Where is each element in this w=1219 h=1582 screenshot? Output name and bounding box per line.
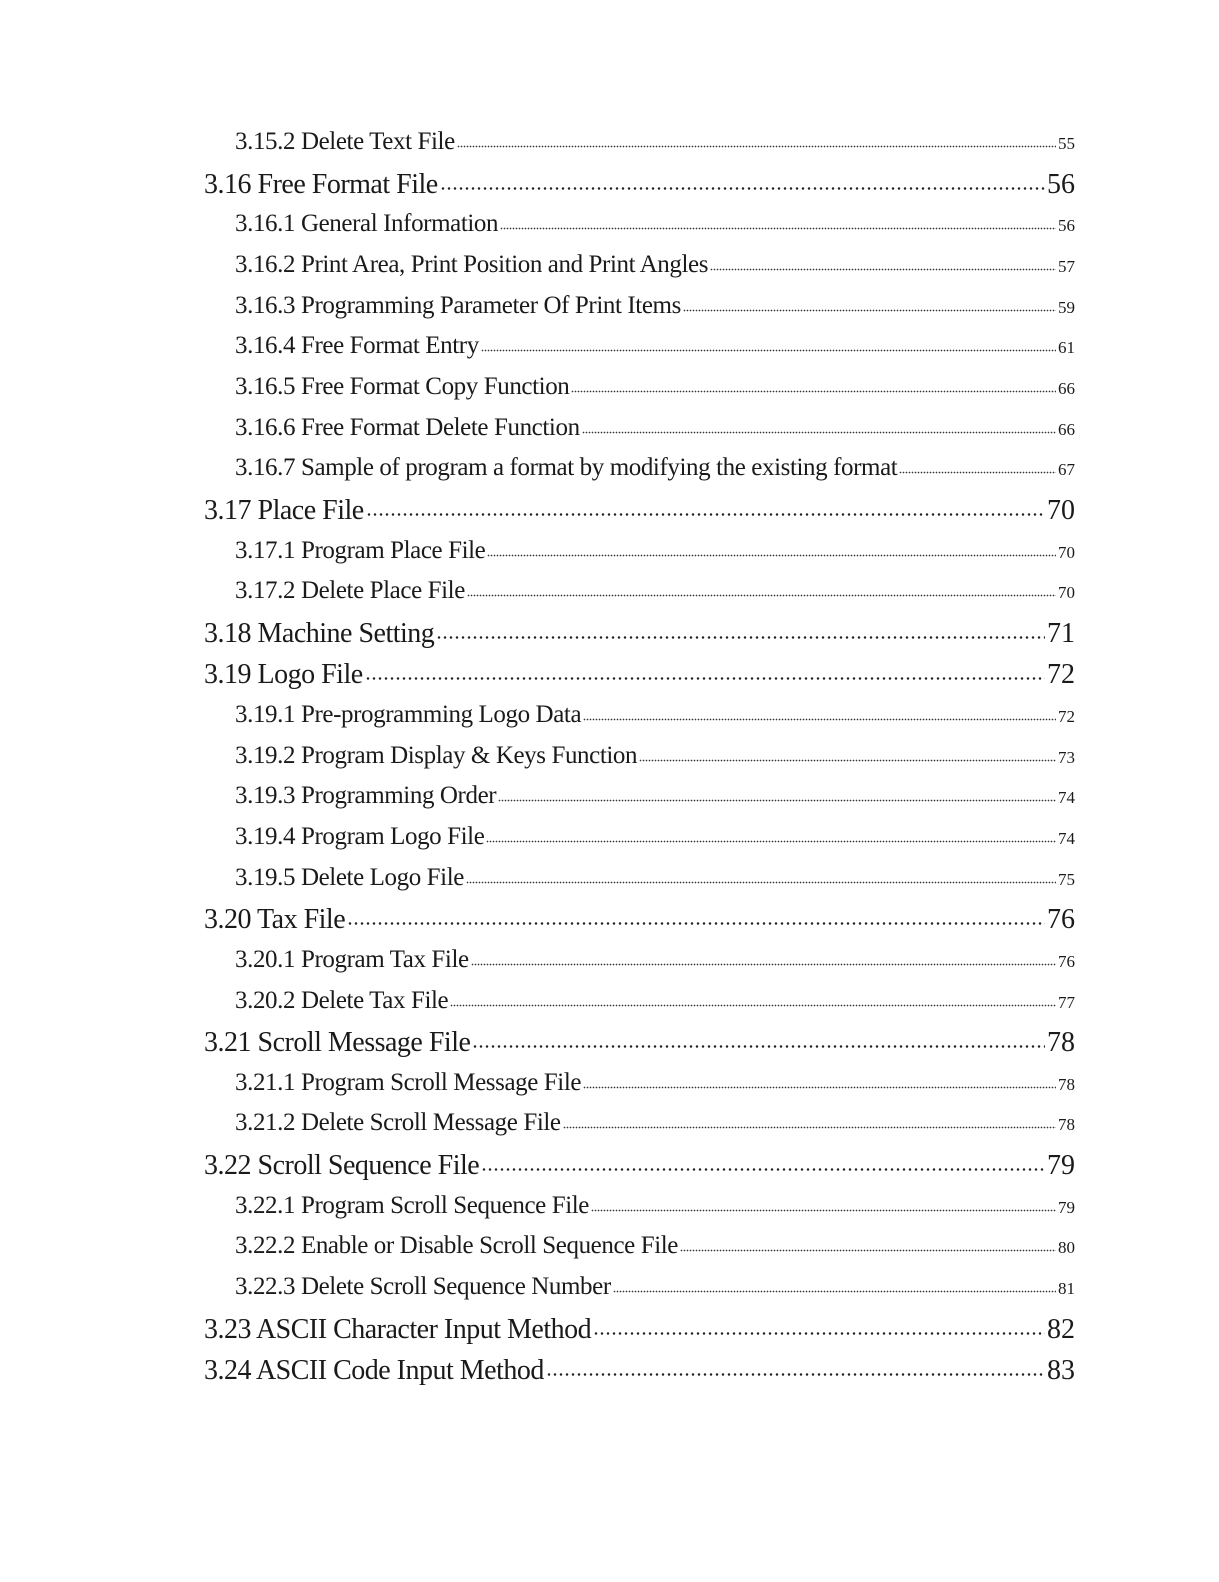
toc-entry-page: 81 (1058, 1278, 1075, 1298)
toc-entry-title: 3.22.3 Delete Scroll Sequence Number (235, 1272, 611, 1300)
toc-entry-title: 3.23 ASCII Character Input Method (204, 1313, 592, 1345)
toc-entry-page: 74 (1058, 788, 1075, 808)
toc-entry-title: 3.24 ASCII Code Input Method (204, 1355, 544, 1387)
toc-entry[interactable] (204, 1109, 1075, 1150)
dot-leader (366, 512, 1045, 517)
dot-leader (593, 1331, 1045, 1336)
dot-leader (899, 470, 1056, 474)
dot-leader (440, 186, 1045, 191)
toc-entry[interactable] (204, 864, 1075, 905)
toc-entry-page: 61 (1058, 338, 1075, 358)
toc-entry[interactable] (204, 1314, 1075, 1356)
toc-entry-title: 3.16.7 Sample of program a format by modifying the existing format (235, 454, 898, 482)
toc-entry[interactable] (204, 946, 1075, 987)
toc-entry[interactable] (204, 659, 1075, 701)
toc-entry-title: 3.19 Logo File (204, 659, 363, 691)
dot-leader (613, 1289, 1056, 1293)
toc-entry[interactable] (204, 1069, 1075, 1110)
dot-leader (481, 348, 1056, 352)
toc-entry-title: 3.16.4 Free Format Entry (235, 332, 479, 360)
toc-entry-page: 76 (1058, 951, 1075, 971)
dot-leader (583, 717, 1056, 721)
toc-entry-page: 66 (1058, 419, 1075, 439)
toc-entry-page: 80 (1058, 1238, 1075, 1258)
toc-entry-page: 56 (1058, 216, 1075, 236)
toc-entry-title: 3.19.3 Programming Order (235, 782, 497, 810)
toc-entry-page: 77 (1058, 992, 1075, 1012)
toc-entry-page: 78 (1058, 1115, 1075, 1135)
dot-leader (563, 1125, 1056, 1129)
toc-entry[interactable] (204, 618, 1075, 660)
toc-entry-page: 72 (1047, 659, 1075, 691)
toc-entry[interactable] (204, 1192, 1075, 1233)
toc-entry[interactable] (204, 128, 1075, 169)
toc-entry-title: 3.20.1 Program Tax File (235, 945, 469, 973)
toc-entry-page: 66 (1058, 378, 1075, 398)
dot-leader (571, 389, 1056, 393)
toc-entry-page: 71 (1047, 617, 1075, 649)
toc-entry-title: 3.17 Place File (204, 495, 364, 526)
toc-entry-page: 59 (1058, 297, 1075, 317)
toc-entry[interactable] (204, 414, 1075, 455)
dot-leader (500, 226, 1056, 230)
dot-leader (450, 1003, 1056, 1007)
toc-entry[interactable] (204, 701, 1075, 742)
toc-entry-page: 67 (1058, 460, 1075, 480)
toc-entry-title: 3.19.2 Program Display & Keys Function (235, 741, 638, 769)
dot-leader (710, 267, 1056, 271)
toc-entry[interactable] (204, 537, 1075, 578)
toc-entry-title: 3.21 Scroll Message File (204, 1027, 471, 1059)
toc-entry[interactable] (204, 742, 1075, 783)
toc-entry-title: 3.16.1 General Information (235, 210, 499, 238)
dot-leader (582, 430, 1056, 434)
toc-entry-page: 79 (1058, 1197, 1075, 1217)
toc-entry-title: 3.19.5 Delete Logo File (235, 863, 464, 891)
toc-entry-page: 70 (1058, 542, 1075, 562)
toc-entry-title: 3.18 Machine Setting (204, 617, 435, 649)
toc-entry-title: 3.16.3 Programming Parameter Of Print Items (235, 291, 681, 319)
dot-leader (347, 921, 1045, 926)
toc-entry[interactable] (204, 782, 1075, 823)
toc-entry-page: 57 (1058, 256, 1075, 276)
toc-entry[interactable] (204, 169, 1075, 211)
dot-leader (436, 635, 1045, 640)
toc-entry[interactable] (204, 1232, 1075, 1273)
toc-entry-title: 3.20.2 Delete Tax File (235, 986, 449, 1014)
toc-entry-title: 3.15.2 Delete Text File (235, 128, 455, 155)
toc-entry-title: 3.16.2 Print Area, Print Position and Print Angles (235, 250, 709, 278)
dot-leader (457, 144, 1056, 148)
dot-leader (481, 1167, 1045, 1172)
dot-leader (683, 308, 1056, 312)
toc-entry-title: 3.17.1 Program Place File (235, 536, 486, 564)
toc-entry-title: 3.17.2 Delete Place File (235, 577, 465, 605)
toc-entry-title: 3.19.4 Program Logo File (235, 822, 485, 850)
dot-leader (546, 1372, 1045, 1377)
dot-leader (487, 553, 1056, 557)
toc-entry-page: 76 (1047, 904, 1075, 936)
toc-entry[interactable] (204, 332, 1075, 373)
toc-entry-title: 3.19.1 Pre-programming Logo Data (235, 700, 582, 728)
dot-leader (365, 676, 1045, 681)
toc-entry-page: 70 (1058, 583, 1075, 603)
dot-leader (466, 880, 1056, 884)
toc-entry-page: 82 (1047, 1313, 1075, 1345)
toc-entry[interactable] (204, 454, 1075, 495)
toc-entry[interactable] (204, 1027, 1075, 1069)
toc-entry-page: 79 (1047, 1150, 1075, 1182)
toc-entry[interactable] (204, 1355, 1075, 1397)
toc-entry-title: 3.16.6 Free Format Delete Function (235, 413, 580, 441)
toc-entry[interactable] (204, 373, 1075, 414)
toc-entry-title: 3.22 Scroll Sequence File (204, 1150, 480, 1182)
toc-entry-title: 3.21.1 Program Scroll Message File (235, 1068, 582, 1096)
toc-entry-page: 56 (1047, 168, 1075, 200)
toc-entry[interactable] (204, 210, 1075, 251)
toc-entry[interactable] (204, 1150, 1075, 1192)
toc-entry-title: 3.20 Tax File (204, 904, 346, 936)
table-of-contents (204, 128, 1075, 1397)
toc-entry[interactable] (204, 292, 1075, 333)
toc-entry[interactable] (204, 251, 1075, 292)
dot-leader (498, 798, 1056, 802)
toc-entry[interactable] (204, 823, 1075, 864)
dot-leader (467, 593, 1056, 597)
dot-leader (472, 1044, 1045, 1049)
dot-leader (639, 758, 1056, 762)
toc-entry-page: 70 (1047, 495, 1075, 526)
dot-leader (486, 839, 1056, 843)
toc-entry-page: 83 (1047, 1355, 1075, 1387)
toc-entry[interactable] (204, 495, 1075, 537)
toc-entry-title: 3.21.2 Delete Scroll Message File (235, 1109, 561, 1137)
toc-entry[interactable] (204, 904, 1075, 946)
dot-leader (471, 962, 1056, 966)
toc-entry[interactable] (204, 1273, 1075, 1314)
toc-entry-page: 55 (1058, 134, 1075, 153)
dot-leader (591, 1208, 1056, 1212)
toc-entry-title: 3.22.1 Program Scroll Sequence File (235, 1191, 589, 1219)
toc-entry-page: 78 (1047, 1027, 1075, 1059)
toc-entry[interactable] (204, 987, 1075, 1028)
dot-leader (680, 1248, 1056, 1252)
toc-entry-page: 75 (1058, 869, 1075, 889)
toc-entry-title: 3.22.2 Enable or Disable Scroll Sequence File (235, 1232, 678, 1260)
dot-leader (583, 1085, 1056, 1089)
toc-entry-title: 3.16.5 Free Format Copy Function (235, 372, 570, 400)
toc-entry-page: 72 (1058, 706, 1075, 726)
toc-entry-title: 3.16 Free Format File (204, 168, 438, 200)
toc-entry-page: 74 (1058, 828, 1075, 848)
toc-entry[interactable] (204, 577, 1075, 618)
toc-entry-page: 73 (1058, 747, 1075, 767)
toc-entry-page: 78 (1058, 1074, 1075, 1094)
